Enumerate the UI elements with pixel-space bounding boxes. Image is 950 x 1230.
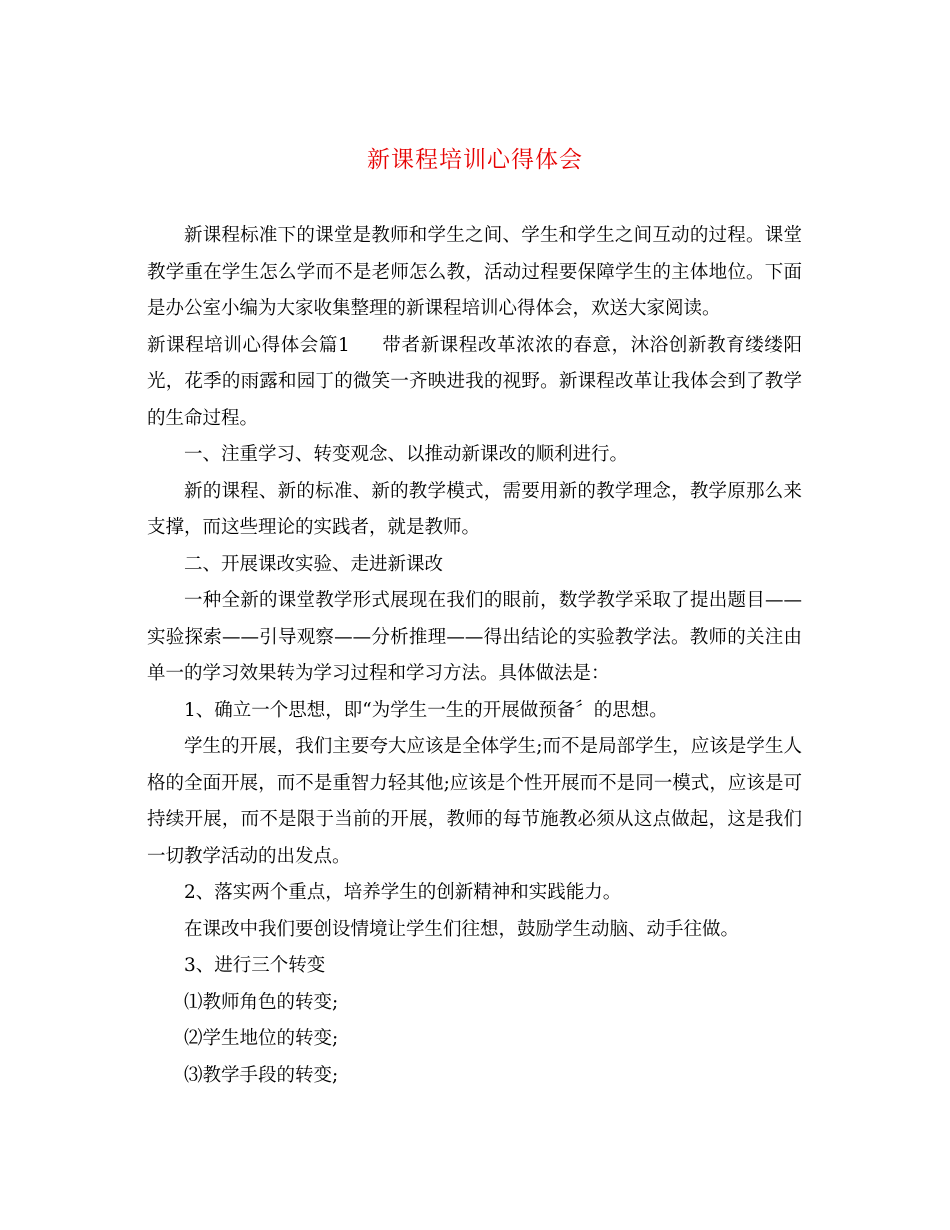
section-text: 带者新课程改革浓浓的春意，沐浴创新教育缕缕阳光，花季的雨露和园丁的微笑一齐映进我的视野。新课程改革让我体会到了教学的生命过程。 [147,334,802,429]
heading-item-3: 3、进行三个转变 [184,955,326,976]
paragraph-point-2: 一种全新的课堂教学形式展现在我们的眼前，数学教学采取了提出题目——实验探索——引导观察——分析推理——得出结论的实验教学法。教师的关注由单一的学习效果转为学习过程和学习方法。具体做法是： [147,590,802,684]
heading-point-1: 一、注重学习、转变观念、以推动新课改的顺利进行。 [184,444,629,465]
paragraph-section [147,328,802,438]
paragraph-item-2: 在课改中我们要创设情境让学生们往想，鼓励学生动脑、动手往做。 [184,918,740,940]
list-item-3a: ⑴教师角色的转变; [184,991,339,1013]
paragraph-point-1: 新的课程、新的标准、新的教学模式，需要用新的教学理念，教学原那么来支撑，而这些理论的实践者，就是教师。 [147,480,802,538]
list-item-3b: ⑵学生地位的转变; [184,1028,339,1049]
heading-item-1: 1、确立一个思想，即“为学生一生的开展做预备〞的思想。 [184,699,668,721]
section-label: 新课程培训心得体会篇1 [147,334,350,356]
paragraph-intro: 新课程标准下的课堂是教师和学生之间、学生和学生之间互动的过程。课堂教学重在学生怎么学而不是老师怎么教，活动过程要保障学生的主体地位。下面是办公室小编为大家收集整理的新课程培训心得体会，欢送大家阅读。 [147,225,802,319]
paragraph-item-1: 学生的开展，我们主要夸大应该是全体学生;而不是局部学生，应该是学生人格的全面开展，而不是重智力轻其他;应该是个性开展而不是同一模式，应该是可持续开展，而不是限于当前的开展，教师的每节施教必须从这点做起，这是我们一切教学活动的出发点。 [147,736,802,867]
list-item-3c: ⑶教学手段的转变; [184,1064,339,1086]
document-title: 新课程培训心得体会 [367,147,583,173]
heading-point-2: 二、开展课改实验、走进新课改 [184,553,444,575]
document-body [147,218,802,1094]
heading-item-2: 2、落实两个重点，培养学生的创新精神和实践能力。 [184,882,622,903]
